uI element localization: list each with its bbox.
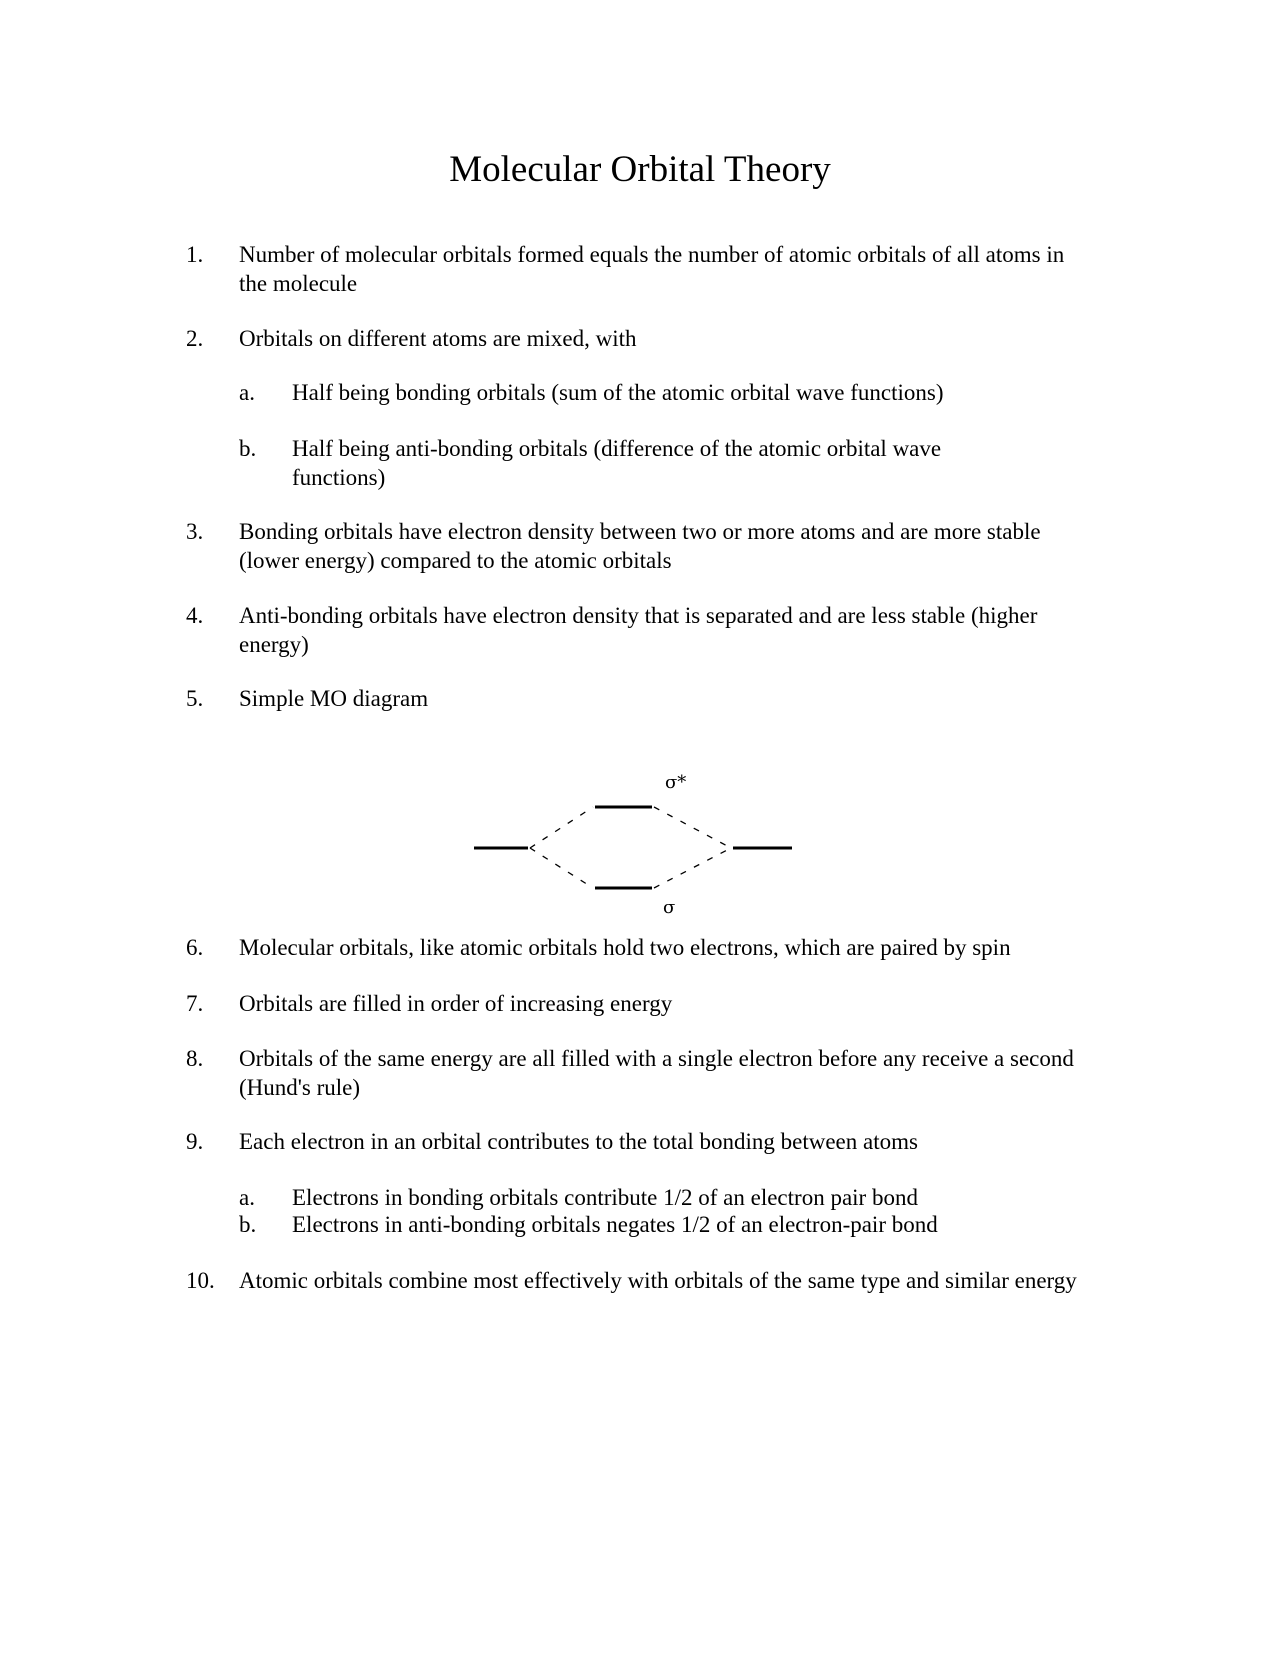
- item-text: Number of molecular orbitals formed equals the number of atomic orbitals of all atoms in the molecule: [239, 242, 1065, 296]
- item-number: 9.: [186, 1129, 204, 1154]
- connector-bonding-to-right: [654, 848, 731, 888]
- item-number: 4.: [186, 603, 204, 628]
- item-number: 2.: [186, 326, 204, 351]
- mo-diagram: [460, 770, 800, 930]
- item-number: 1.: [186, 242, 204, 267]
- sub-item-letter: a.: [239, 1185, 255, 1210]
- sub-item-text: Half being anti-bonding orbitals (difference of the atomic orbital wave functions): [292, 436, 942, 490]
- item-text: Orbitals on different atoms are mixed, with: [239, 326, 637, 351]
- item-number: 10.: [186, 1268, 215, 1293]
- connector-antibonding-to-right: [654, 807, 731, 848]
- item-text: Each electron in an orbital contributes to the total bonding between atoms: [239, 1129, 918, 1154]
- item-text: Anti-bonding orbitals have electron density that is separated and are less stable (higher energy): [239, 603, 1038, 657]
- bonding-label: σ: [663, 897, 676, 918]
- item-text: Molecular orbitals, like atomic orbitals hold two electrons, which are paired by spin: [239, 935, 1011, 960]
- page-title: Molecular Orbital Theory: [449, 149, 831, 190]
- item-text: Orbitals of the same energy are all filled with a single electron before any receive a second (Hund's rule): [239, 1046, 1074, 1100]
- connector-left-to-antibonding: [530, 807, 593, 848]
- item-text: Simple MO diagram: [239, 686, 429, 711]
- sub-item-letter: b.: [239, 1212, 257, 1237]
- item-text: Bonding orbitals have electron density between two or more atoms and are more stable (lower energy) compared to the atomic orbitals: [239, 519, 1041, 573]
- sub-item-text: Electrons in anti-bonding orbitals negates 1/2 of an electron-pair bond: [292, 1212, 938, 1237]
- sub-item-letter: a.: [239, 380, 255, 405]
- item-number: 6.: [186, 935, 204, 960]
- item-text: Orbitals are filled in order of increasing energy: [239, 991, 673, 1016]
- sub-item-text: Half being bonding orbitals (sum of the atomic orbital wave functions): [292, 380, 944, 405]
- item-text: Atomic orbitals combine most effectively with orbitals of the same type and similar energy: [239, 1268, 1077, 1293]
- item-number: 7.: [186, 991, 204, 1016]
- item-number: 3.: [186, 519, 204, 544]
- sub-item-text: Electrons in bonding orbitals contribute 1/2 of an electron pair bond: [292, 1185, 918, 1210]
- sub-item-letter: b.: [239, 436, 257, 461]
- connector-left-to-bonding: [530, 848, 593, 888]
- antibonding-label: σ*: [665, 772, 687, 793]
- item-number: 8.: [186, 1046, 204, 1071]
- item-number: 5.: [186, 686, 204, 711]
